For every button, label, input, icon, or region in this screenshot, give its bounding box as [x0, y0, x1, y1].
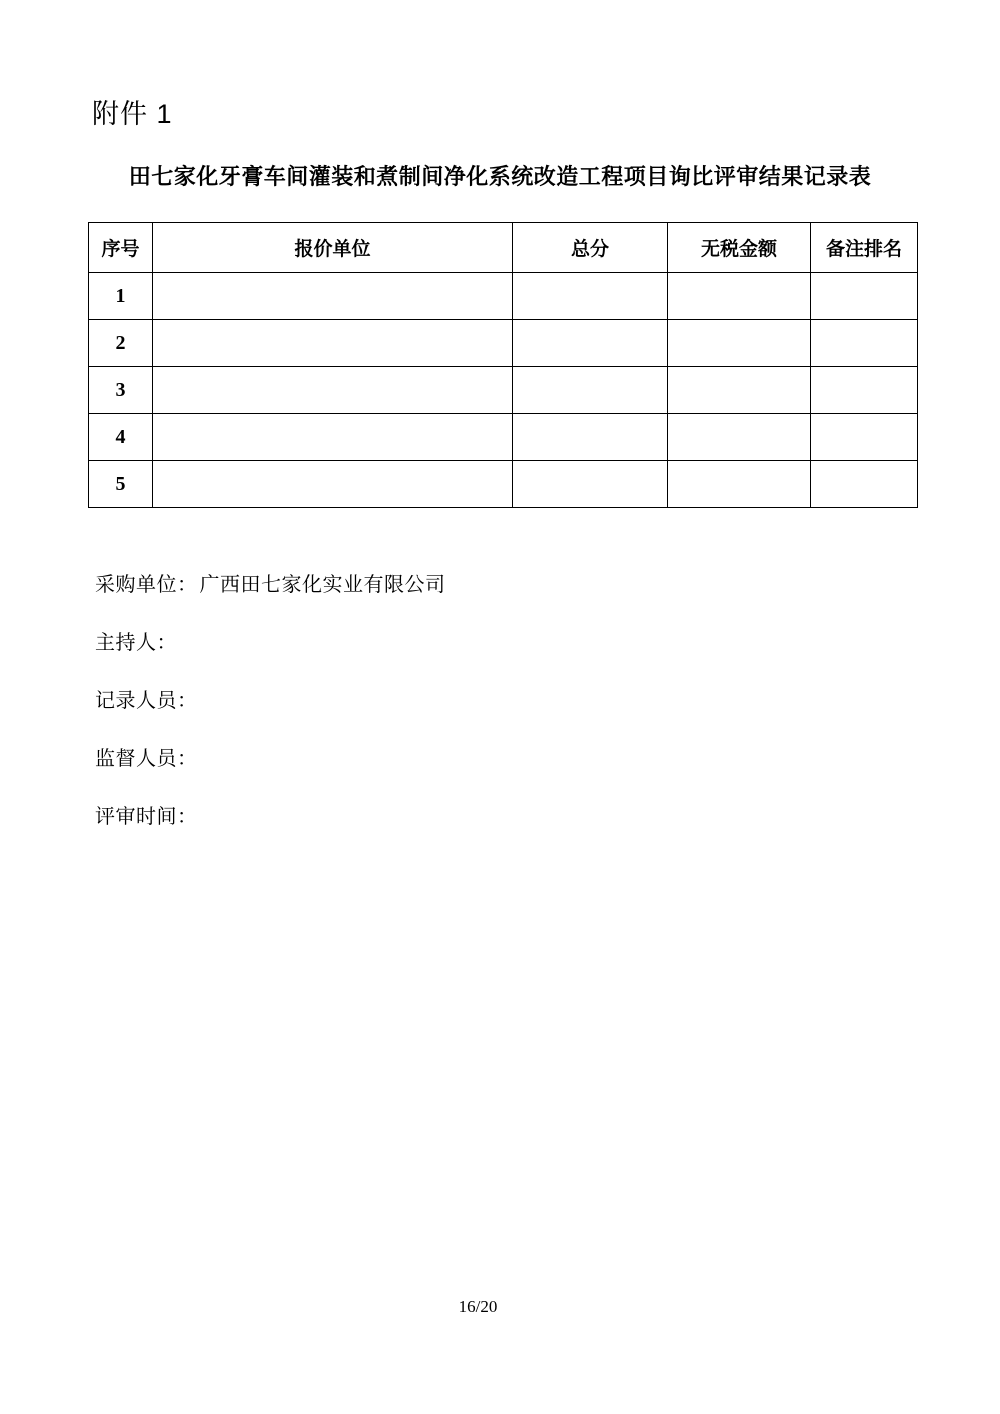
field-label: 采购单位： — [95, 574, 198, 596]
field-label: 主持人： — [95, 632, 177, 654]
score-cell — [513, 461, 668, 508]
table-row — [89, 461, 918, 508]
unit-cell — [153, 273, 513, 320]
field-supervisor — [95, 742, 795, 770]
amount-cell — [668, 461, 811, 508]
row-number-cell: 2 — [89, 320, 153, 367]
score-cell — [513, 273, 668, 320]
field-label: 记录人员： — [95, 690, 198, 712]
field-label: 评审时间： — [95, 806, 198, 828]
column-header-amount: 无税金额 — [668, 223, 811, 273]
table-header-row — [89, 223, 918, 273]
document-title: 田七家化牙膏车间灌装和煮制间净化系统改造工程项目询比评审结果记录表 — [128, 164, 872, 189]
remark-cell — [811, 461, 918, 508]
unit-cell — [153, 414, 513, 461]
remark-cell — [811, 320, 918, 367]
column-header-score: 总分 — [513, 223, 668, 273]
column-header-remark: 备注排名 — [811, 223, 918, 273]
row-number-cell: 3 — [89, 367, 153, 414]
amount-cell — [668, 367, 811, 414]
remark-cell — [811, 367, 918, 414]
score-cell — [513, 367, 668, 414]
column-header-unit: 报价单位 — [153, 223, 513, 273]
attachment-label: 附件 1 — [92, 99, 173, 129]
page-number: 16/20 — [458, 1297, 498, 1316]
field-label: 监督人员： — [95, 748, 198, 770]
table-row — [89, 414, 918, 461]
column-header-seq: 序号 — [89, 223, 153, 273]
field-host — [95, 626, 795, 654]
table-row — [89, 320, 918, 367]
field-purchasing-unit — [95, 568, 795, 596]
remark-cell — [811, 414, 918, 461]
table-row — [89, 273, 918, 320]
signature-fields — [95, 568, 795, 858]
field-review-time — [95, 800, 795, 828]
row-number-cell: 1 — [89, 273, 153, 320]
unit-cell — [153, 320, 513, 367]
field-value: 广西田七家化实业有限公司 — [199, 574, 446, 596]
evaluation-results-table — [88, 222, 918, 508]
amount-cell — [668, 273, 811, 320]
amount-cell — [668, 320, 811, 367]
field-recorder — [95, 684, 795, 712]
score-cell — [513, 320, 668, 367]
score-cell — [513, 414, 668, 461]
row-number-cell: 5 — [89, 461, 153, 508]
row-number-cell: 4 — [89, 414, 153, 461]
unit-cell — [153, 461, 513, 508]
remark-cell — [811, 273, 918, 320]
unit-cell — [153, 367, 513, 414]
table-row — [89, 367, 918, 414]
amount-cell — [668, 414, 811, 461]
